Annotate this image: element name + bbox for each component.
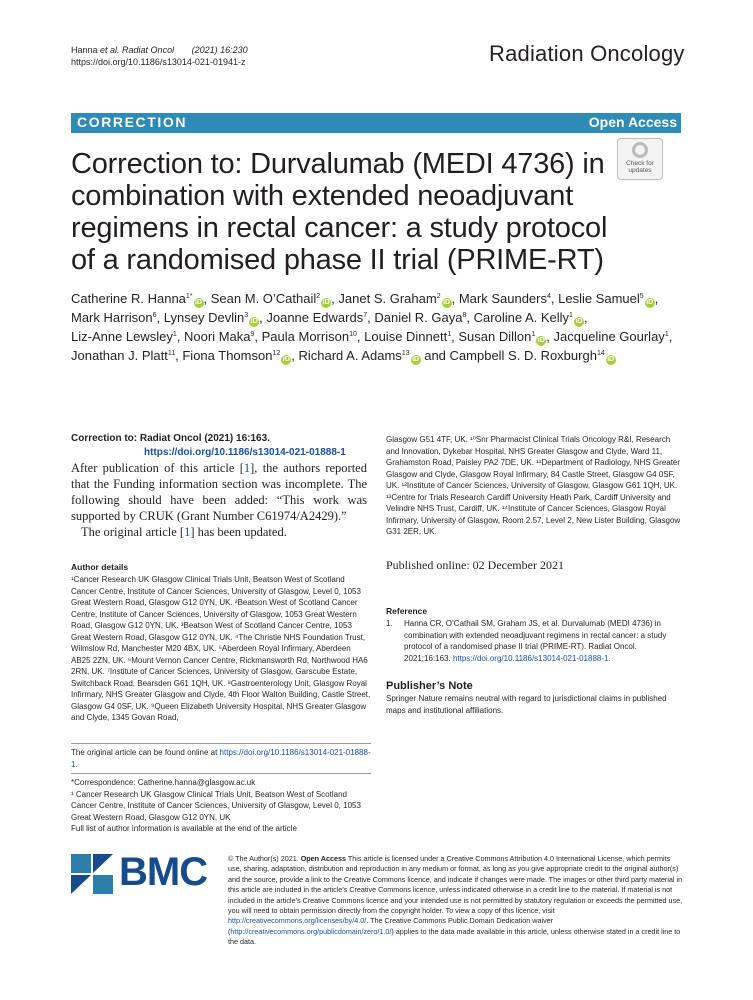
orcid-icon[interactable]: iD bbox=[575, 318, 583, 325]
author-details-continued: Glasgow G51 4TF, UK. ¹⁰Snr Pharmacist Clinical Trials Oncology R&I, Research and Innovation, Dykebar Hospital, NHS Greater Glasgow and Clyde, Ward 11, Grahamston Road, Paisley PA2 7DE, UK. ¹¹Department of Radiology, NHS Greater Glasgow and Clyde, Glasgow Royal Infirmary, 84 Castle Street, Glasgow G4 0SF, UK. ¹²Institute of Cancer Sciences, University of Glasgow, Glasgow G61 1QH, UK. ¹³Centre for Trials Research Cardiff University Heath Park, Cardiff University and Velindre NHS Trust, Cardiff, UK. ¹⁴Institute of Cancer Sciences, Glasgow Royal Infirmary, University of Glasgow, Room 2.57, Level 2, New Lister Building, Glasgow G31 2ER, UK. bbox=[386, 435, 681, 536]
author-name: Catherine R. Hanna bbox=[71, 291, 186, 306]
author bbox=[262, 329, 357, 344]
correspondence-note: *Correspondence: Catherine.hanna@glasgow.ac.uk ¹ Cancer Research UK Glasgow Clinical Trials Unit, Beatson West of Scotland Cancer Centre, Institute of Cancer Sciences, University of Glasgow, Level 0, 1053 Great Western Road, Glasgow G12 0YN, UK Full list of author information is available at the end of the article bbox=[71, 778, 361, 833]
article-type-bar bbox=[71, 113, 681, 133]
paragraph: The original article [1] has been updated. bbox=[81, 525, 287, 539]
author-name: Fiona Thomson bbox=[182, 348, 273, 363]
bmc-logo-text: BMC bbox=[119, 850, 208, 894]
author-affiliation-number: 1* bbox=[185, 293, 193, 300]
author-name: Lynsey Devlin bbox=[163, 310, 245, 325]
author-affiliation-number: 13 bbox=[401, 350, 410, 357]
author bbox=[164, 310, 259, 325]
bmc-logo bbox=[71, 850, 211, 894]
author-name: Janet S. Graham bbox=[338, 291, 437, 306]
author-affiliation-number: 8 bbox=[462, 312, 467, 319]
author-affiliation-number: 1 bbox=[172, 331, 177, 338]
author bbox=[71, 310, 157, 325]
orcid-icon[interactable]: iD bbox=[412, 356, 420, 363]
author-affiliation-number: 7 bbox=[363, 312, 368, 319]
citation-year: (2021) 16:230 bbox=[191, 45, 248, 55]
author bbox=[450, 348, 616, 363]
author bbox=[364, 329, 451, 344]
check-updates-icon bbox=[632, 142, 648, 158]
correction-heading: Correction to: Radiat Oncol (2021) 16:163. bbox=[71, 433, 270, 444]
bmc-logo-mark-icon bbox=[71, 854, 113, 894]
author-name: Jonathan J. Platt bbox=[71, 348, 168, 363]
author bbox=[374, 310, 466, 325]
author-name: Noori Maka bbox=[184, 329, 251, 344]
author bbox=[298, 348, 420, 363]
author bbox=[558, 291, 655, 306]
correction-doi-link[interactable]: https://doi.org/10.1186/s13014-021-01888-1 bbox=[144, 447, 346, 458]
author-affiliation-number: 1 bbox=[569, 312, 573, 319]
author-name: Susan Dillon bbox=[458, 329, 532, 344]
author bbox=[182, 348, 291, 363]
orcid-icon[interactable]: iD bbox=[322, 299, 330, 306]
citation-link[interactable]: 1 bbox=[184, 525, 191, 539]
author bbox=[338, 291, 451, 306]
author-affiliation-number: 10 bbox=[349, 331, 357, 338]
author-affiliation-number: 2 bbox=[316, 293, 321, 300]
orcid-icon[interactable]: iD bbox=[443, 299, 451, 306]
author bbox=[554, 329, 669, 344]
reference-item: 1. Hanna CR, O’Cathail SM, Graham JS, et al. Durvalumab (MEDI 4736) in combination with extended neoadjuvant regimens in rectal cancer: a study protocol of a randomised phase II trial (PRIME-RT). Radiat Oncol. 2021;16:163. https://doi.org/10.1186/s13014-021-01888-1. bbox=[386, 619, 667, 663]
reference-heading: Reference bbox=[386, 606, 428, 616]
publishers-note-text: Springer Nature remains neutral with regard to jurisdictional claims in published maps and institutional affiliations. bbox=[386, 694, 667, 715]
author bbox=[71, 348, 175, 363]
author-name: Sean M. O’Cathail bbox=[210, 291, 317, 306]
author bbox=[266, 310, 367, 325]
author-affiliation-number: 9 bbox=[250, 331, 255, 338]
author-name: Leslie Samuel bbox=[558, 291, 640, 306]
correction-body bbox=[71, 460, 367, 540]
author-name: Caroline A. Kelly bbox=[473, 310, 570, 325]
article-type-label: CORRECTION bbox=[77, 114, 188, 130]
check-for-updates-badge[interactable]: Check for updates bbox=[617, 138, 663, 180]
author bbox=[184, 329, 254, 344]
orcid-icon[interactable]: iD bbox=[537, 337, 545, 344]
citation-line: Hanna et al. Radiat Oncol (2021) 16:230 bbox=[71, 45, 248, 55]
author-affiliation-number: 2 bbox=[436, 293, 441, 300]
orcid-icon[interactable]: iD bbox=[607, 356, 615, 363]
author-name: Louise Dinnett bbox=[364, 329, 448, 344]
author-affiliation-number: 4 bbox=[546, 293, 551, 300]
author-affiliation-number: 6 bbox=[152, 312, 157, 319]
citation-link[interactable]: 1 bbox=[243, 461, 251, 475]
reference-doi-link[interactable]: https://doi.org/10.1186/s13014-021-01888-1 bbox=[452, 653, 609, 663]
orcid-icon[interactable]: iD bbox=[282, 356, 290, 363]
correspondence-email[interactable]: Catherine.hanna@glasgow.ac.uk bbox=[137, 778, 256, 787]
author-name: Daniel R. Gaya bbox=[374, 310, 463, 325]
author bbox=[71, 329, 177, 344]
author-affiliation-number: 1 bbox=[664, 331, 669, 338]
author-name: Mark Harrison bbox=[71, 310, 153, 325]
journal-name: Radiation Oncology bbox=[489, 41, 685, 66]
publishers-note-heading: Publisher’s Note bbox=[386, 680, 473, 692]
author-affiliation-number: 11 bbox=[167, 350, 176, 357]
license-statement: © The Author(s) 2021. Open Access This article is licensed under a Creative Commons Attribution 4.0 International License, which permits use, sharing, adaptation, distribution and reproduction in any medium or format, as long as you give appropriate credit to the original author(s) and the source, provide a link to the Creative Commons licence, and indicate if changes were made. The images or other third party material in this article are included in the article’s Creative Commons licence, unless indicated otherwise in a credit line to the material. If material is not included in the article’s Creative Commons licence and your intended use is not permitted by statutory regulation or exceeds the permitted use, you will need to obtain permission directly from the copyright holder. To view a copy of this licence, visit http://creativecommons.org/licenses/by/4.0/. The Creative Commons Public Domain Dedication waiver (http://creativecommons.org/publicdomain/zero/1.0/) applies to the data made available in this article, unless otherwise stated in a credit line to the data. bbox=[228, 854, 683, 947]
author-details-text: ¹Cancer Research UK Glasgow Clinical Trials Unit, Beatson West of Scotland Cancer Centre, Institute of Cancer Sciences, University of Glasgow, Level 0, 1053 Great Western Road, Glasgow G12 0YN, UK. ²Beatson West of Scotland Cancer Centre, Institute of Cancer Sciences, University of Glasgow, 1053 Great Western Road, Glasgow G12 0YN, UK. ³Beatson West of Scotland Cancer Centre, 1053 Great Western Road, Glasgow G12 0YN, UK. ⁴The Christie NHS Foundation Trust, Wilmslow Rd, Manchester M20 4BX, UK. ⁵Aberdeen Royal Infirmary, Aberdeen AB25 2ZN, UK. ⁶Mount Vernon Cancer Centre, Rickmansworth Rd, Northwood HA6 2RN, UK. ⁷Institute of Cancer Sciences, University of Glasgow, Garscube Estate, Switchback Road, Bearsden G61 1QH, UK. ⁸Gastroenterology Unit, Glasgow Royal Infirmary, NHS Greater Glasgow and Clyde, 4th Floor Walton Building, Castle Street, Glasgow G4 0SF, UK. ⁹Queen Elizabeth University Hospital, NHS Greater Glasgow and Clyde, 1345 Govan Road, bbox=[71, 575, 371, 722]
published-date: Published online: 02 December 2021 bbox=[386, 558, 564, 572]
footnote-divider bbox=[71, 743, 371, 744]
author bbox=[474, 310, 584, 325]
author bbox=[458, 329, 546, 344]
orcid-icon[interactable]: iD bbox=[646, 299, 654, 306]
author bbox=[459, 291, 551, 306]
author-affiliation-number: 5 bbox=[639, 293, 644, 300]
header-doi[interactable]: https://doi.org/10.1186/s13014-021-01941-z bbox=[71, 57, 246, 67]
original-article-link[interactable]: https://doi.org/10.1186/s13014-021-01888-1 bbox=[71, 748, 371, 769]
author-affiliation-number: 14 bbox=[596, 350, 605, 357]
author-name: Joanne Edwards bbox=[266, 310, 364, 325]
footnote-divider bbox=[71, 773, 371, 774]
author bbox=[71, 291, 204, 306]
author-name: Campbell S. D. Roxburgh bbox=[449, 348, 597, 363]
author-name: Paula Morrison bbox=[261, 329, 350, 344]
original-article-note: The original article can be found online at https://doi.org/10.1186/s13014-021-01888-1. bbox=[71, 748, 371, 769]
orcid-icon[interactable]: iD bbox=[195, 299, 203, 306]
author-name: Jacqueline Gourlay bbox=[553, 329, 665, 344]
paragraph: After publication of this article [1], the authors reported that the Funding information section was incomplete. The following should have been added: “This work was supported by CRUK (Grant Number C61974/A2429).” bbox=[71, 461, 367, 523]
author-affiliation-number: 1 bbox=[531, 331, 536, 338]
author bbox=[211, 291, 331, 306]
open-access-label: Open Access bbox=[588, 114, 677, 130]
article-title: Correction to: Durvalumab (MEDI 4736) in combination with extended neoadjuvant regimens in rectal cancer: a study protocol of a randomised phase II trial (PRIME-RT) bbox=[71, 148, 608, 276]
author-name: Richard A. Adams bbox=[298, 348, 402, 363]
orcid-icon[interactable]: iD bbox=[250, 318, 258, 325]
public-domain-link[interactable]: http://creativecommons.org/publicdomain/zero/1.0/ bbox=[230, 926, 392, 936]
author-details-heading: Author details bbox=[71, 562, 129, 572]
license-link[interactable]: http://creativecommons.org/licenses/by/4.0/ bbox=[228, 916, 367, 926]
author-affiliation-number: 12 bbox=[272, 350, 281, 357]
author-affiliation-number: 1 bbox=[447, 331, 452, 338]
author-name: Liz-Anne Lewsley bbox=[71, 329, 173, 344]
author-affiliation-number: 3 bbox=[244, 312, 249, 319]
author-list: Catherine R. Hanna$^{1*}$iD , Sean M. O’Cathail$^2$iD , Janet S. Graham$^2$iD , Mark Saunders$^4$, Leslie Samuel$^5$iD , Mark Harrison$^6$, Lynsey Devlin$^3$iD , Joanne Edwards$^7$, Daniel R. Gaya$^8$, Caroline A. Kelly$^1$iD , Liz-Anne Lewsley$^1$, Noori Maka$^9$, Paula Morrison$^{10}$, Louise Dinnett$^1$, Susan Dillon$^1$iD , Jacqueline Gourlay$^1$, Jonathan J. Platt$^{11}$, Fiona Thomson$^{12}$iD , Richard A. Adams$^{13}$iD and Campbell S. D. Roxburgh$^{14}$iD bbox=[71, 291, 673, 363]
author-name: Mark Saunders bbox=[458, 291, 547, 306]
running-header bbox=[71, 44, 248, 68]
